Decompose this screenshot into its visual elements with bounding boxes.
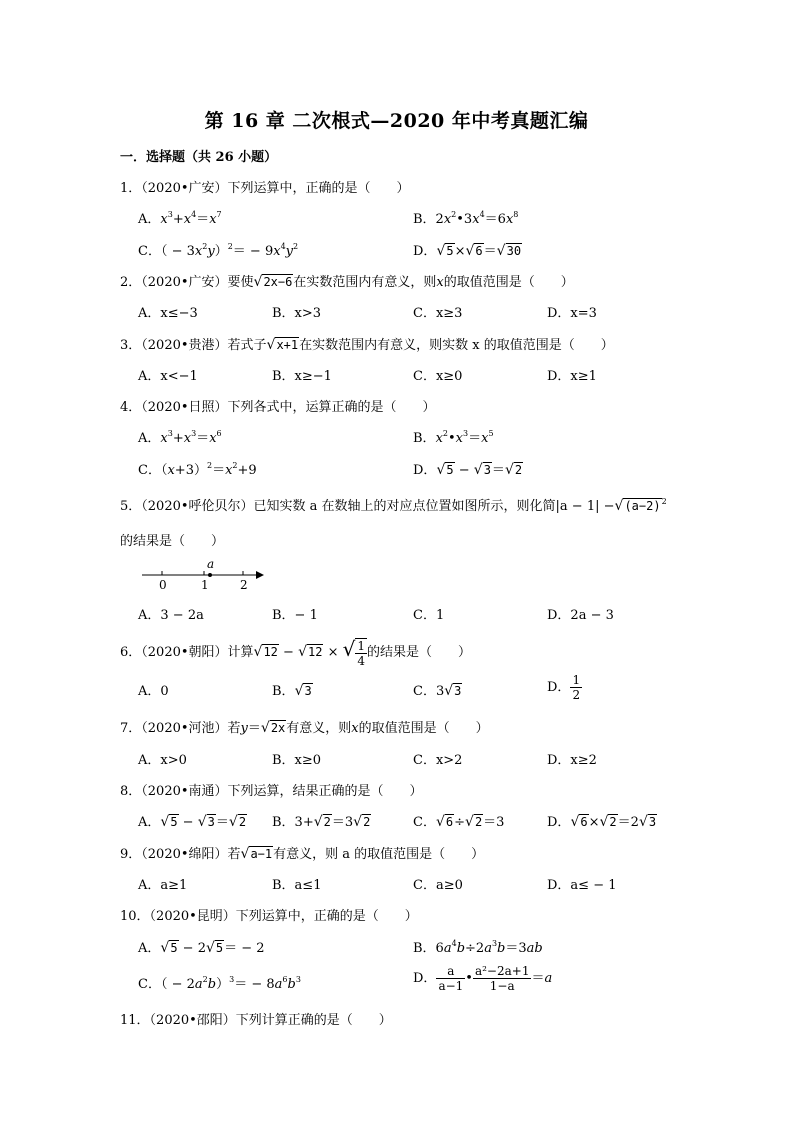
question-7: 7．（2020•河池）若y＝√2x有意义，则x的取值范围是（ ）: [120, 720, 489, 736]
question-10: 10．（2020•昆明）下列运算中，正确的是（ ）: [120, 909, 418, 924]
axis-label-2: 2: [240, 578, 248, 592]
q7-option-b[interactable]: B．x≥0: [272, 753, 322, 768]
page-title: 第 16 章 二次根式—2020 年中考真题汇编: [204, 110, 589, 132]
q6-option-c[interactable]: C．3√3: [413, 683, 462, 699]
q3-option-c[interactable]: C．x≥0: [413, 369, 463, 384]
q3-option-d[interactable]: D．x≥1: [547, 369, 597, 384]
question-1: 1．（2020•广安）下列运算中，正确的是（ ）: [120, 181, 410, 196]
question-11: 11．（2020•邵阳）下列计算正确的是（ ）: [120, 1013, 392, 1028]
q1-option-a[interactable]: A．$x^3+x^4=x^7$: [138, 210, 222, 227]
q10-option-b[interactable]: B．$6a^4b\div 2a^3b=3ab$: [413, 939, 543, 956]
q6-option-d[interactable]: D． $\frac{1}{2}$: [547, 673, 581, 702]
question-5-line2: 的结果是（ ）: [120, 534, 225, 549]
q1-option-d[interactable]: D．√5×√6＝√30: [413, 243, 522, 259]
question-2: 2．（2020•广安）要使√2x−6在实数范围内有意义，则x的取值范围是（ ）: [120, 274, 574, 290]
q5-option-d[interactable]: D．2a − 3: [547, 608, 614, 623]
q4-option-b[interactable]: B．$x^2•x^3=x^5$: [413, 429, 494, 446]
q1-option-b[interactable]: B．$2x^2•3x^4=6x^8$: [413, 210, 519, 227]
q9-option-a[interactable]: A．a≥1: [138, 878, 188, 893]
question-6: 6．（2020•朝阳）计算√12 − √12 × √ $\frac{1}{4}$ 的结果是（ ）: [120, 637, 472, 668]
section-heading: 一．选择题（共 26 小题）: [120, 150, 278, 165]
q3-option-a[interactable]: A．x<−1: [138, 369, 198, 384]
q8-option-b[interactable]: B．3+√2＝3√2: [272, 814, 371, 830]
q8-option-a[interactable]: A．√5 − √3＝√2: [138, 814, 247, 830]
q3-option-b[interactable]: B．x≥−1: [272, 369, 332, 384]
radical: √2x−6: [253, 274, 293, 290]
q9-option-b[interactable]: B．a≤1: [272, 878, 322, 893]
q8-option-c[interactable]: C．√6÷√2＝3: [413, 814, 505, 830]
axis-label-0: 0: [159, 578, 167, 592]
q7-option-c[interactable]: C．x>2: [413, 753, 463, 768]
question-3: 3．（2020•贵港）若式子√x+1在实数范围内有意义，则实数 x 的取值范围是（ ）: [120, 337, 614, 353]
question-4: 4．（2020•日照）下列各式中，运算正确的是（ ）: [120, 400, 436, 415]
q2-option-a[interactable]: A．x≤−3: [138, 306, 198, 321]
q8-option-d[interactable]: D．√6×√2＝2√3: [547, 814, 657, 830]
q10-option-c[interactable]: C．（ − $2a^2b)^3= - 8a^6b^3$: [138, 975, 301, 992]
q5-option-a[interactable]: A．3 − 2a: [138, 608, 204, 623]
q4-option-a[interactable]: A．$x^3+x^3=x^6$: [138, 429, 222, 446]
q4-option-d[interactable]: D．√5 − √3＝√2: [413, 462, 523, 478]
q5-option-c[interactable]: C．1: [413, 608, 445, 623]
q9-option-d[interactable]: D．a≤ − 1: [547, 878, 617, 893]
question-5: 5．（2020•呼伦贝尔）已知实数 a 在数轴上的对应点位置如图所示，则化简$|a - 1| -√(a-2)^2$: [120, 497, 667, 514]
q2-option-c[interactable]: C．x≥3: [413, 306, 463, 321]
point-label-a: a: [207, 557, 215, 571]
q10-option-d[interactable]: D． $\frac{a}{a-1}$ • $\frac{\text{a²−2a+1}}{1-a}$ ＝a: [413, 964, 553, 993]
q4-option-c[interactable]: C．$(x+3)^2=x^2+9$: [138, 461, 257, 478]
q2-option-d[interactable]: D．x=3: [547, 306, 597, 321]
q6-option-b[interactable]: B．√3: [272, 683, 312, 699]
q2-option-b[interactable]: B．x>3: [272, 306, 322, 321]
q10-option-a[interactable]: A．√5 − 2√5＝ − 2: [138, 940, 265, 956]
q7-option-d[interactable]: D．x≥2: [547, 753, 597, 768]
question-8: 8．（2020•南通）下列运算，结果正确的是（ ）: [120, 784, 423, 799]
q1-option-c[interactable]: C．（ − $3x^2y)^2= - 9x^4y^2$: [138, 242, 299, 259]
q6-option-a[interactable]: A．0: [138, 684, 169, 699]
q9-option-c[interactable]: C．a≥0: [413, 878, 463, 893]
q5-option-b[interactable]: B．− 1: [272, 608, 318, 623]
question-9: 9．（2020•绵阳）若√a−1有意义，则 a 的取值范围是（ ）: [120, 846, 485, 862]
number-line: [138, 556, 268, 592]
axis-label-1: 1: [201, 578, 209, 592]
q7-option-a[interactable]: A．x>0: [138, 753, 187, 768]
